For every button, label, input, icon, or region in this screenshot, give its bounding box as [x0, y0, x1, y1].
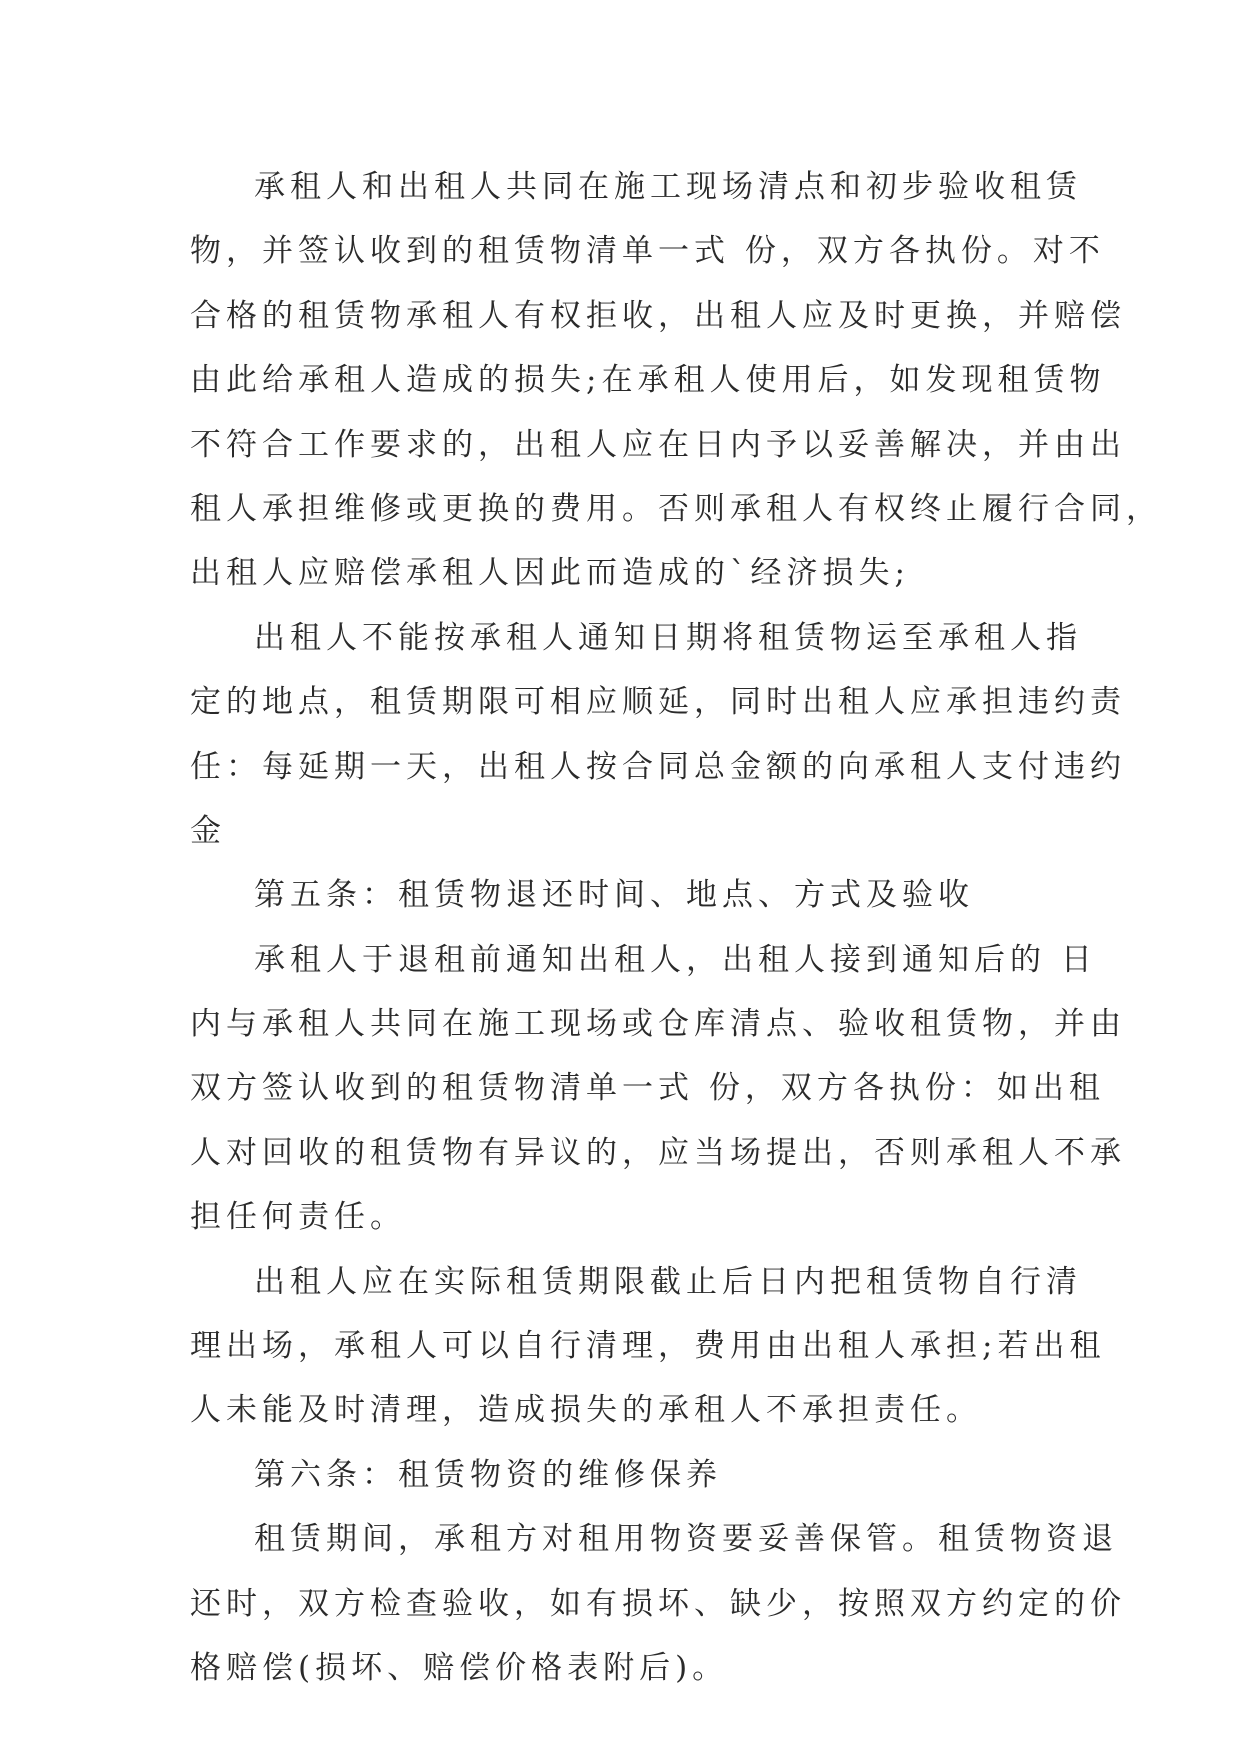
paragraph-line: 人对回收的租赁物有异议的，应当场提出，否则承租人不承 [190, 1134, 1126, 1171]
section-heading: 第五条：租赁物退还时间、地点、方式及验收 [254, 877, 974, 914]
paragraph-line: 出租人应赔偿承租人因此而造成的`经济损失; [190, 555, 910, 592]
paragraph-line: 出租人不能按承租人通知日期将租赁物运至承租人指 [254, 619, 1082, 656]
paragraph-line: 人未能及时清理，造成损失的承租人不承担责任。 [190, 1392, 982, 1429]
paragraph-line: 定的地点，租赁期限可相应顺延，同时出租人应承担违约责 [190, 684, 1126, 721]
paragraph-line: 格赔偿(损坏、赔偿价格表附后)。 [190, 1649, 729, 1686]
paragraph-line: 物，并签认收到的租赁物清单一式 份，双方各执份。对不 [190, 233, 1105, 270]
paragraph-line: 金 [190, 812, 226, 849]
paragraph-line: 出租人应在实际租赁期限截止后日内把租赁物自行清 [254, 1263, 1082, 1300]
paragraph-line: 租赁期间，承租方对租用物资要妥善保管。租赁物资退 [254, 1521, 1118, 1558]
paragraph-line: 还时，双方检查验收，如有损坏、缺少，按照双方约定的价 [190, 1585, 1126, 1622]
paragraph-line: 任：每延期一天，出租人按合同总金额的向承租人支付违约 [190, 748, 1126, 785]
paragraph-line: 担任何责任。 [190, 1199, 406, 1236]
contract-text-block [190, 155, 1162, 1700]
paragraph-line: 由此给承租人造成的损失;在承租人使用后，如发现租赁物 [190, 362, 1106, 399]
paragraph-line: 承租人于退租前通知出租人，出租人接到通知后的 日 [254, 941, 1097, 978]
paragraph-line: 双方签认收到的租赁物清单一式 份，双方各执份：如出租 [190, 1070, 1105, 1107]
paragraph-line: 内与承租人共同在施工现场或仓库清点、验收租赁物，并由 [190, 1006, 1126, 1043]
paragraph-line: 不符合工作要求的，出租人应在日内予以妥善解决，并由出 [190, 426, 1126, 463]
paragraph-line: 租人承担维修或更换的费用。否则承租人有权终止履行合同， [190, 490, 1162, 527]
paragraph-line: 合格的租赁物承租人有权拒收，出租人应及时更换，并赔偿 [190, 297, 1126, 334]
paragraph-line: 理出场，承租人可以自行清理，费用由出租人承担;若出租 [190, 1328, 1106, 1365]
section-heading: 第六条：租赁物资的维修保养 [254, 1456, 722, 1493]
paragraph-line: 承租人和出租人共同在施工现场清点和初步验收租赁 [254, 169, 1082, 205]
